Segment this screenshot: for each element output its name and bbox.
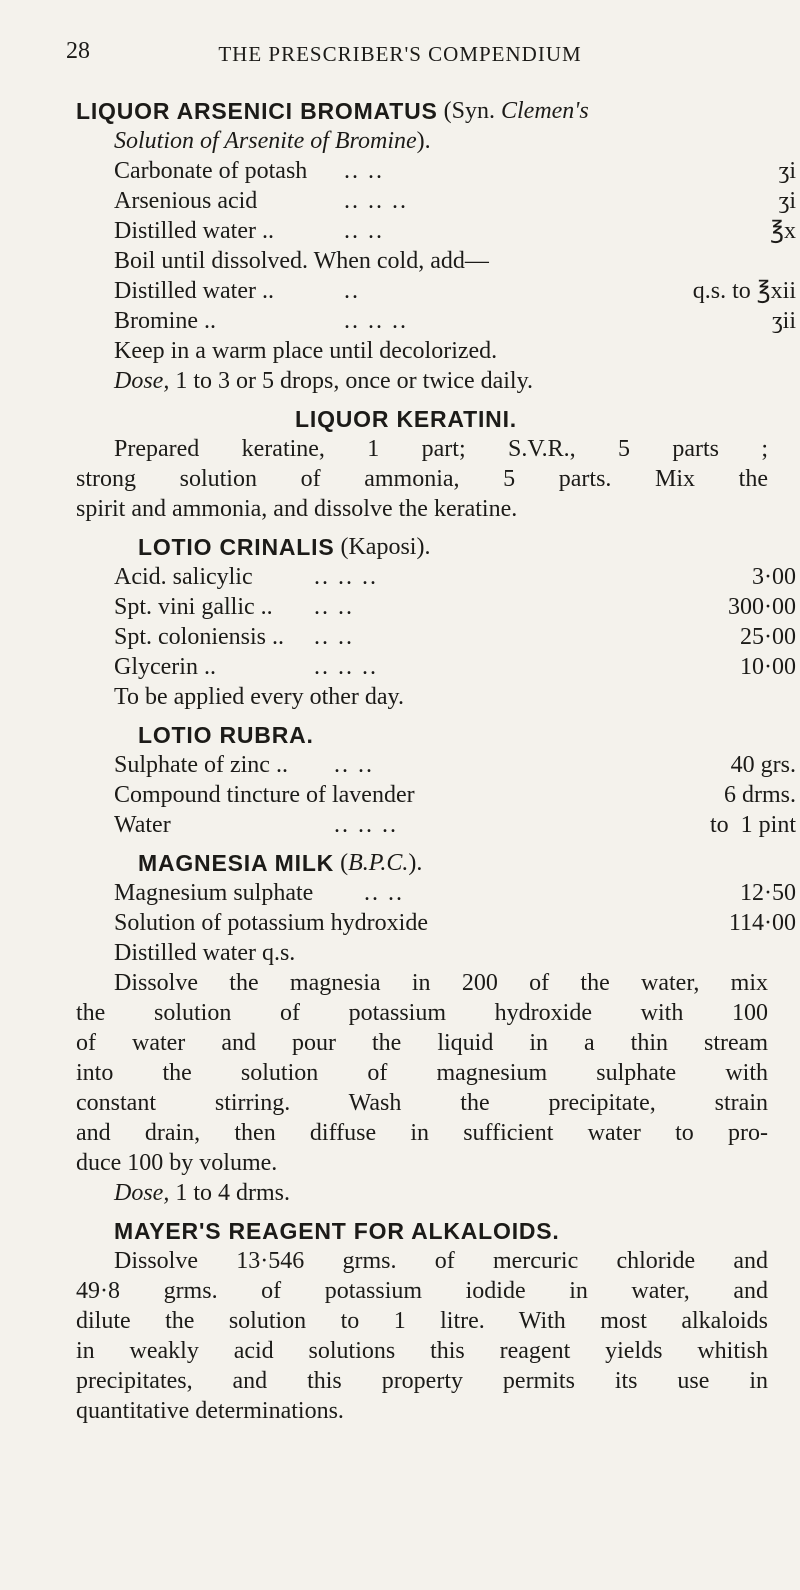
ingredient-row [76, 652, 796, 682]
ingredient-leader-dots: .. .. [344, 158, 384, 184]
paragraph-line: into the solution of magnesium sulphate with [76, 1060, 768, 1086]
ingredient-leader-dots: .. [344, 278, 360, 304]
ingredient-row [76, 878, 796, 908]
ingredient-quantity: 10·00 [740, 654, 796, 680]
ingredient-row [76, 276, 796, 306]
ingredient-quantity: 12·50 [740, 880, 796, 906]
ingredient-name: Glycerin .. [114, 654, 216, 680]
ingredient-quantity: ʒii [772, 308, 796, 334]
ingredient-quantity: 3·00 [752, 564, 796, 590]
ingredient-name: Distilled water .. [114, 278, 274, 304]
paragraph-line: and drain, then diffuse in sufficient water to pro- [76, 1120, 768, 1146]
instruction-line: Keep in a warm place until decolorized. [114, 338, 498, 364]
paragraph-line: 49·8 grms. of potassium iodide in water, and [76, 1278, 768, 1304]
ingredient-row [76, 592, 796, 622]
paragraph-line: dilute the solution to 1 litre. With most alkaloids [76, 1308, 768, 1334]
ingredient-leader-dots: .. .. [334, 752, 374, 778]
paragraph-line: of water and pour the liquid in a thin stream [76, 1030, 768, 1056]
page-number: 28 [66, 38, 90, 64]
ingredient-name: Distilled water .. [114, 218, 274, 244]
paragraph-line: duce 100 by volume. [76, 1150, 278, 1176]
dose-line: Dose, 1 to 3 or 5 drops, once or twice daily. [114, 368, 534, 394]
instruction-line: To be applied every other day. [114, 684, 404, 710]
section-title: LIQUOR ARSENICI BROMATUS (Syn. Clemen's [76, 98, 589, 124]
ingredient-name: Arsenious acid [114, 188, 258, 214]
running-title: THE PRESCRIBER'S COMPENDIUM [218, 42, 582, 66]
ingredient-name: Acid. salicylic [114, 564, 253, 590]
ingredient-row [76, 186, 796, 216]
section-title: LIQUOR KERATINI. [295, 406, 517, 432]
page-header [0, 34, 800, 70]
paragraph-line: Dissolve the magnesia in 200 of the water, mix [114, 970, 768, 996]
ingredient-quantity: 25·00 [740, 624, 796, 650]
ingredient-list [76, 878, 796, 938]
ingredient-name: Magnesium sulphate [114, 880, 314, 906]
ingredient-leader-dots: .. .. .. [314, 654, 378, 680]
ingredient-row [76, 780, 796, 810]
ingredient-name: Spt. coloniensis .. [114, 624, 285, 650]
ingredient-quantity: 114·00 [728, 910, 796, 936]
ingredient-list [76, 562, 796, 682]
section-title: LOTIO RUBRA. [138, 722, 314, 748]
ingredient-leader-dots: .. .. [344, 218, 384, 244]
section-title: LOTIO CRINALIS (Kaposi). [138, 534, 431, 560]
ingredient-name: Spt. vini gallic .. [114, 594, 273, 620]
paragraph-line: Prepared keratine, 1 part; S.V.R., 5 parts ; [114, 436, 768, 462]
ingredient-row [76, 156, 796, 186]
ingredient-quantity: ℥x [770, 218, 796, 244]
instruction-line: Boil until dissolved. When cold, add— [114, 248, 489, 274]
paragraph-line: Dissolve 13·546 grms. of mercuric chloride and [114, 1248, 768, 1274]
instruction-line: Distilled water q.s. [114, 940, 296, 966]
ingredient-leader-dots: .. .. [314, 624, 354, 650]
ingredient-quantity: to 1 pint [709, 812, 796, 838]
ingredient-quantity: 6 drms. [724, 782, 796, 808]
page-content [76, 96, 796, 1426]
ingredient-list [76, 276, 796, 336]
ingredient-leader-dots: .. .. .. [344, 308, 408, 334]
ingredient-leader-dots: .. .. .. [344, 188, 408, 214]
section-subtitle: Solution of Arsenite of Bromine ). [114, 128, 431, 154]
ingredient-list [76, 750, 796, 840]
ingredient-leader-dots: .. .. [364, 880, 404, 906]
ingredient-quantity: ʒi [778, 158, 796, 184]
paragraph-line: the solution of potassium hydroxide with 100 [76, 1000, 768, 1026]
ingredient-row [76, 622, 796, 652]
ingredient-name: Solution of potassium hydroxide [114, 910, 428, 936]
paragraph-line: spirit and ammonia, and dissolve the keratine. [76, 496, 518, 522]
paragraph-line: precipitates, and this property permits its use in [76, 1368, 768, 1394]
dose-line: Dose, 1 to 4 drms. [114, 1180, 290, 1206]
ingredient-name: Water [114, 812, 171, 838]
ingredient-list [76, 156, 796, 246]
ingredient-name: Compound tincture of lavender [114, 782, 415, 808]
ingredient-quantity: ʒi [778, 188, 796, 214]
ingredient-leader-dots: .. .. [314, 594, 354, 620]
paragraph-line: quantitative determinations. [76, 1398, 344, 1424]
ingredient-quantity: 40 grs. [730, 752, 796, 778]
ingredient-row [76, 216, 796, 246]
paragraph-line: constant stirring. Wash the precipitate, strain [76, 1090, 768, 1116]
ingredient-quantity: q.s. to ℥xii [692, 278, 796, 304]
section-title: MAYER'S REAGENT FOR ALKALOIDS. [114, 1218, 560, 1244]
paragraph-line: in weakly acid solutions this reagent yields whitish [76, 1338, 768, 1364]
section-title: MAGNESIA MILK ( B.P.C. ). [138, 850, 423, 876]
ingredient-name: Carbonate of potash [114, 158, 308, 184]
ingredient-name: Bromine .. [114, 308, 216, 334]
ingredient-row [76, 562, 796, 592]
ingredient-leader-dots: .. .. .. [334, 812, 398, 838]
ingredient-quantity: 300·00 [728, 594, 796, 620]
ingredient-name: Sulphate of zinc .. [114, 752, 288, 778]
ingredient-row [76, 750, 796, 780]
ingredient-row [76, 306, 796, 336]
ingredient-row [76, 810, 796, 840]
paragraph-line: strong solution of ammonia, 5 parts. Mix the [76, 466, 768, 492]
ingredient-leader-dots: .. .. .. [314, 564, 378, 590]
ingredient-row [76, 908, 796, 938]
